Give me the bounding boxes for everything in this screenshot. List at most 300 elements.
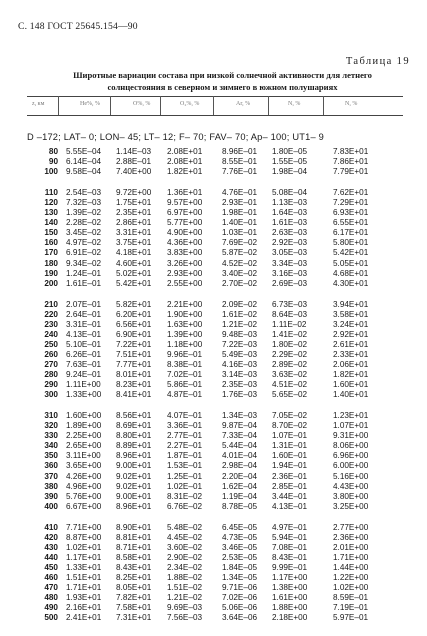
n2-cell: 7.86E+01 bbox=[333, 157, 369, 167]
n2-cell: 3.58E+01 bbox=[333, 309, 369, 319]
n-cell: 5.94E–01 bbox=[272, 532, 308, 542]
altitude-cell: 490 bbox=[44, 603, 58, 613]
n2-cell: 1.71E+00 bbox=[333, 552, 369, 562]
o-cell: 8.25E+01 bbox=[116, 572, 152, 582]
o-cell: 8.58E+01 bbox=[116, 552, 152, 562]
n-cell: 4.51E–02 bbox=[272, 380, 308, 390]
altitude-cell: 80 bbox=[48, 147, 58, 156]
ar-cell: 6.45E–05 bbox=[222, 522, 258, 532]
o2-cell: 1.90E+00 bbox=[167, 309, 203, 319]
o2-cell: 1.88E–02 bbox=[167, 572, 203, 582]
o-cell: 3.75E+01 bbox=[116, 238, 152, 248]
o2-cell: 3.26E+00 bbox=[167, 258, 203, 268]
ar-cell: 5.06E–06 bbox=[222, 603, 258, 613]
altitude-cell: 210 bbox=[44, 299, 58, 309]
column-header-n2: N, % bbox=[345, 101, 358, 107]
altitude-cell: 420 bbox=[44, 532, 58, 542]
altitude-cell: 450 bbox=[44, 562, 58, 572]
o2-cell: 4.36E+00 bbox=[167, 238, 203, 248]
altitude-cell: 120 bbox=[44, 198, 58, 208]
n-cell: 2.85E–01 bbox=[272, 481, 308, 491]
he-cell: 9.24E–01 bbox=[66, 370, 102, 379]
n-cell: 2.29E–02 bbox=[272, 349, 308, 359]
he-cell: 4.96E+00 bbox=[66, 481, 102, 491]
o2-cell: 7.02E–01 bbox=[167, 370, 203, 379]
page-header: С. 148 ГОСТ 25645.154—90 bbox=[18, 21, 138, 32]
altitude-cell: 360 bbox=[44, 461, 58, 471]
altitude-cell: 330 bbox=[44, 431, 58, 441]
n2-cell: 6.00E+00 bbox=[333, 461, 369, 471]
o2-cell: 1.18E+00 bbox=[167, 339, 203, 349]
o-cell: 6.56E+01 bbox=[116, 319, 152, 329]
o2-cell: 5.48E–02 bbox=[167, 522, 203, 532]
n2-cell: 2.06E+01 bbox=[333, 360, 369, 369]
altitude-cell: 170 bbox=[44, 248, 58, 258]
ar-cell: 7.76E–01 bbox=[222, 167, 258, 177]
n2-cell: 7.79E+01 bbox=[333, 167, 369, 177]
n2-cell: 5.16E+00 bbox=[333, 471, 369, 481]
n2-cell: 6.55E+01 bbox=[333, 218, 369, 228]
ar-cell: 1.19E–04 bbox=[222, 491, 258, 501]
ar-cell: 9.71E–06 bbox=[222, 583, 258, 592]
o-cell: 8.81E+01 bbox=[116, 532, 152, 542]
ar-cell: 4.16E–03 bbox=[222, 360, 258, 369]
ar-cell: 5.87E–02 bbox=[222, 248, 258, 258]
ar-cell: 5.44E–04 bbox=[222, 441, 258, 451]
he-cell: 5.10E–01 bbox=[66, 339, 102, 349]
n-cell: 1.41E–02 bbox=[272, 329, 308, 339]
ar-cell: 8.55E–01 bbox=[222, 157, 258, 167]
n-cell: 1.61E+00 bbox=[272, 593, 308, 602]
altitude-cell: 270 bbox=[44, 360, 58, 369]
n2-cell: 8.59E–01 bbox=[333, 593, 369, 602]
n-cell: 3.44E–01 bbox=[272, 491, 308, 501]
altitude-cell: 90 bbox=[48, 157, 58, 167]
n-cell: 3.63E–02 bbox=[272, 370, 308, 379]
o2-cell: 4.90E+00 bbox=[167, 228, 203, 238]
ar-cell: 2.09E–02 bbox=[222, 299, 258, 309]
o-cell: 5.02E+01 bbox=[116, 268, 152, 278]
o-cell: 8.80E+01 bbox=[116, 431, 152, 441]
ar-cell: 7.02E–06 bbox=[222, 593, 258, 602]
o-cell: 9.02E+01 bbox=[116, 481, 152, 491]
he-cell: 1.60E+00 bbox=[66, 411, 102, 421]
ar-cell: 1.61E–02 bbox=[222, 309, 258, 319]
o-cell: 6.20E+01 bbox=[116, 309, 152, 319]
o-cell: 7.22E+01 bbox=[116, 339, 152, 349]
column-header-o2: O₂%, % bbox=[180, 101, 200, 107]
o-cell: 2.88E–01 bbox=[116, 157, 152, 167]
ar-cell: 1.34E–03 bbox=[222, 411, 258, 421]
o2-cell: 5.77E+00 bbox=[167, 218, 203, 228]
he-cell: 4.13E–01 bbox=[66, 329, 102, 339]
he-cell: 9.58E–04 bbox=[66, 167, 102, 177]
altitude-cell: 340 bbox=[44, 441, 58, 451]
o2-cell: 2.55E+00 bbox=[167, 278, 203, 288]
he-cell: 2.16E+01 bbox=[66, 603, 102, 613]
o-cell: 7.82E+01 bbox=[116, 593, 152, 602]
o-cell: 2.35E+01 bbox=[116, 208, 152, 218]
ar-cell: 9.48E–03 bbox=[222, 329, 258, 339]
o-cell: 7.77E+01 bbox=[116, 360, 152, 369]
he-cell: 1.17E+01 bbox=[66, 552, 102, 562]
he-cell: 7.32E–03 bbox=[66, 198, 102, 208]
n2-cell: 7.83E+01 bbox=[333, 147, 369, 156]
altitude-cell: 300 bbox=[44, 390, 58, 400]
he-cell: 3.45E–02 bbox=[66, 228, 102, 238]
column-header-o: O%, % bbox=[133, 101, 151, 107]
altitude-cell: 410 bbox=[44, 522, 58, 532]
ar-cell: 7.22E–03 bbox=[222, 339, 258, 349]
altitude-cell: 400 bbox=[44, 501, 58, 511]
n-cell: 3.34E–03 bbox=[272, 258, 308, 268]
o2-cell: 1.53E–01 bbox=[167, 461, 203, 471]
o2-cell: 2.08E+01 bbox=[167, 147, 203, 156]
he-cell: 6.91E–02 bbox=[66, 248, 102, 258]
o2-cell: 2.90E–02 bbox=[167, 552, 203, 562]
altitude-cell: 370 bbox=[44, 471, 58, 481]
n2-cell: 1.44E+00 bbox=[333, 562, 369, 572]
he-cell: 1.33E+00 bbox=[66, 390, 102, 400]
n2-cell: 5.80E+01 bbox=[333, 238, 369, 248]
n2-cell: 1.40E+01 bbox=[333, 390, 369, 400]
o-cell: 6.90E+01 bbox=[116, 329, 152, 339]
n-cell: 1.07E–01 bbox=[272, 431, 308, 441]
altitude-cell: 350 bbox=[44, 451, 58, 461]
he-cell: 2.41E+01 bbox=[66, 613, 102, 623]
n-cell: 1.80E–02 bbox=[272, 339, 308, 349]
o2-cell: 4.45E–02 bbox=[167, 532, 203, 542]
n2-cell: 5.42E+01 bbox=[333, 248, 369, 258]
altitude-cell: 150 bbox=[44, 228, 58, 238]
caption-line: Широтные вариации состава при низкой солнечной активности для летнего bbox=[73, 70, 372, 80]
n-cell: 1.60E–01 bbox=[272, 451, 308, 461]
o-cell: 9.72E+00 bbox=[116, 188, 152, 198]
n2-cell: 7.62E+01 bbox=[333, 188, 369, 198]
column-divider bbox=[323, 96, 324, 115]
ar-cell: 3.64E–06 bbox=[222, 613, 258, 623]
n-cell: 1.61E–03 bbox=[272, 218, 308, 228]
o-cell: 8.71E+01 bbox=[116, 542, 152, 552]
altitude-cell: 180 bbox=[44, 258, 58, 268]
n-cell: 2.89E–02 bbox=[272, 360, 308, 369]
he-cell: 6.14E–04 bbox=[66, 157, 102, 167]
o2-cell: 3.83E+00 bbox=[167, 248, 203, 258]
n2-cell: 2.77E+00 bbox=[333, 522, 369, 532]
o-cell: 5.42E+01 bbox=[116, 278, 152, 288]
n2-cell: 8.06E+00 bbox=[333, 441, 369, 451]
n2-cell: 1.82E+01 bbox=[333, 370, 369, 379]
ar-cell: 2.20E–04 bbox=[222, 471, 258, 481]
caption-line: солнцестояния в северном и зимнего в южном полушариях bbox=[107, 81, 338, 92]
he-cell: 1.33E+01 bbox=[66, 562, 102, 572]
he-cell: 7.71E+00 bbox=[66, 522, 102, 532]
n2-cell: 6.93E+01 bbox=[333, 208, 369, 218]
altitude-cell: 440 bbox=[44, 552, 58, 562]
n-cell: 7.08E–01 bbox=[272, 542, 308, 552]
n-cell: 9.99E–01 bbox=[272, 562, 308, 572]
n-cell: 5.65E–02 bbox=[272, 390, 308, 400]
column-divider bbox=[268, 96, 269, 115]
o-cell: 3.31E+01 bbox=[116, 228, 152, 238]
table-header-rule bbox=[27, 115, 403, 116]
n2-cell: 2.92E+01 bbox=[333, 329, 369, 339]
he-cell: 6.26E–01 bbox=[66, 349, 102, 359]
o-cell: 5.82E+01 bbox=[116, 299, 152, 309]
parameters-line: D –172; LAT– 0; LON– 45; LT– 12; F– 70; FAV– 70; Ap– 100; UT1– 9 bbox=[27, 132, 325, 142]
o2-cell: 1.87E–01 bbox=[167, 451, 203, 461]
o-cell: 8.56E+01 bbox=[116, 411, 152, 421]
column-divider bbox=[58, 96, 59, 115]
n-cell: 1.94E–01 bbox=[272, 461, 308, 471]
o-cell: 9.00E+01 bbox=[116, 461, 152, 471]
ar-cell: 1.03E–01 bbox=[222, 228, 258, 238]
n2-cell: 5.97E–01 bbox=[333, 613, 369, 623]
ar-cell: 3.14E–03 bbox=[222, 370, 258, 379]
ar-cell: 7.69E–02 bbox=[222, 238, 258, 248]
n-cell: 3.16E–03 bbox=[272, 268, 308, 278]
n-cell: 5.08E–04 bbox=[272, 188, 308, 198]
altitude-cell: 310 bbox=[44, 411, 58, 421]
altitude-cell: 320 bbox=[44, 421, 58, 431]
he-cell: 2.28E–02 bbox=[66, 218, 102, 228]
o2-cell: 5.86E–01 bbox=[167, 380, 203, 390]
altitude-cell: 140 bbox=[44, 218, 58, 228]
n2-cell: 7.19E–01 bbox=[333, 603, 369, 613]
o2-cell: 4.07E–01 bbox=[167, 411, 203, 421]
column-header-z: z, км bbox=[32, 101, 45, 107]
n-cell: 2.92E–03 bbox=[272, 238, 308, 248]
column-header-n: N, % bbox=[288, 101, 301, 107]
he-cell: 2.25E+00 bbox=[66, 431, 102, 441]
ar-cell: 2.98E–04 bbox=[222, 461, 258, 471]
o2-cell: 1.25E–01 bbox=[167, 471, 203, 481]
n-cell: 3.05E–03 bbox=[272, 248, 308, 258]
he-cell: 2.64E–01 bbox=[66, 309, 102, 319]
o-cell: 9.02E+01 bbox=[116, 471, 152, 481]
altitude-cell: 220 bbox=[44, 309, 58, 319]
he-cell: 8.87E+00 bbox=[66, 532, 102, 542]
he-cell: 7.63E–01 bbox=[66, 360, 102, 369]
o-cell: 8.43E+01 bbox=[116, 562, 152, 572]
o-cell: 4.18E+01 bbox=[116, 248, 152, 258]
n2-cell: 2.01E+00 bbox=[333, 542, 369, 552]
altitude-cell: 130 bbox=[44, 208, 58, 218]
n-cell: 1.55E–05 bbox=[272, 157, 308, 167]
n2-cell: 3.80E+00 bbox=[333, 491, 369, 501]
o2-cell: 6.76E–02 bbox=[167, 501, 203, 511]
o-cell: 8.05E+01 bbox=[116, 583, 152, 592]
ar-cell: 2.93E–01 bbox=[222, 198, 258, 208]
n2-cell: 3.24E+01 bbox=[333, 319, 369, 329]
he-cell: 1.11E+00 bbox=[66, 380, 101, 390]
o2-cell: 2.93E+00 bbox=[167, 268, 203, 278]
ar-cell: 1.76E–03 bbox=[222, 390, 258, 400]
o2-cell: 1.21E–02 bbox=[167, 593, 203, 602]
n2-cell: 6.17E+01 bbox=[333, 228, 369, 238]
o-cell: 8.01E+01 bbox=[116, 370, 152, 379]
he-cell: 1.02E+01 bbox=[66, 542, 102, 552]
o2-cell: 2.77E–01 bbox=[167, 431, 203, 441]
ar-cell: 1.34E–05 bbox=[222, 572, 258, 582]
o-cell: 2.86E+01 bbox=[116, 218, 152, 228]
o-cell: 7.31E+01 bbox=[116, 613, 152, 623]
ar-cell: 9.87E–04 bbox=[222, 421, 258, 431]
n-cell: 2.18E+00 bbox=[272, 613, 308, 623]
n-cell: 4.97E–01 bbox=[272, 522, 308, 532]
ar-cell: 3.40E–02 bbox=[222, 268, 258, 278]
o-cell: 8.41E+01 bbox=[116, 390, 152, 400]
altitude-cell: 480 bbox=[44, 593, 58, 602]
o-cell: 8.96E+01 bbox=[116, 451, 152, 461]
o2-cell: 1.63E+00 bbox=[167, 319, 203, 329]
table-top-rule bbox=[27, 96, 403, 97]
n-cell: 1.80E–05 bbox=[272, 147, 308, 156]
altitude-cell: 110 bbox=[44, 188, 58, 198]
n-cell: 1.98E–04 bbox=[272, 167, 308, 177]
n-cell: 1.17E+00 bbox=[272, 572, 308, 582]
altitude-cell: 390 bbox=[44, 491, 58, 501]
o2-cell: 4.87E–01 bbox=[167, 390, 203, 400]
n-cell: 1.13E–03 bbox=[272, 198, 308, 208]
altitude-cell: 280 bbox=[44, 370, 58, 379]
he-cell: 4.26E+00 bbox=[66, 471, 102, 481]
ar-cell: 7.33E–04 bbox=[222, 431, 258, 441]
he-cell: 3.65E+00 bbox=[66, 461, 102, 471]
altitude-cell: 240 bbox=[44, 329, 58, 339]
he-cell: 5.76E+00 bbox=[66, 491, 102, 501]
n-cell: 8.64E–03 bbox=[272, 309, 308, 319]
he-cell: 3.31E–01 bbox=[66, 319, 102, 329]
o-cell: 7.51E+01 bbox=[116, 349, 152, 359]
n-cell: 1.11E–02 bbox=[272, 319, 307, 329]
column-header-he: He%, % bbox=[80, 101, 100, 107]
o2-cell: 8.38E–01 bbox=[167, 360, 203, 369]
he-cell: 1.24E–01 bbox=[66, 268, 102, 278]
n2-cell: 7.29E+01 bbox=[333, 198, 369, 208]
ar-cell: 1.21E–02 bbox=[222, 319, 258, 329]
o2-cell: 2.21E+00 bbox=[167, 299, 203, 309]
o-cell: 9.00E+01 bbox=[116, 491, 152, 501]
he-cell: 2.07E–01 bbox=[66, 299, 102, 309]
altitude-cell: 500 bbox=[44, 613, 58, 623]
he-cell: 1.93E+01 bbox=[66, 593, 102, 602]
o2-cell: 1.51E–02 bbox=[167, 583, 203, 592]
n2-cell: 5.05E+01 bbox=[333, 258, 369, 268]
ar-cell: 1.40E–01 bbox=[222, 218, 258, 228]
ar-cell: 1.98E–01 bbox=[222, 208, 258, 218]
o2-cell: 6.97E+00 bbox=[167, 208, 203, 218]
o2-cell: 3.60E–02 bbox=[167, 542, 203, 552]
ar-cell: 1.84E–05 bbox=[222, 562, 258, 572]
n-cell: 7.05E–02 bbox=[272, 411, 308, 421]
o2-cell: 9.96E–01 bbox=[167, 349, 203, 359]
altitude-cell: 100 bbox=[44, 167, 58, 177]
o-cell: 8.89E+01 bbox=[116, 441, 152, 451]
he-cell: 2.65E+00 bbox=[66, 441, 102, 451]
he-cell: 6.67E+00 bbox=[66, 501, 102, 511]
n2-cell: 3.25E+00 bbox=[333, 501, 369, 511]
column-divider bbox=[110, 96, 111, 115]
o-cell: 1.75E+01 bbox=[116, 198, 152, 208]
ar-cell: 1.62E–04 bbox=[222, 481, 258, 491]
o-cell: 8.96E+01 bbox=[116, 501, 152, 511]
n-cell: 2.63E–03 bbox=[272, 228, 308, 238]
column-divider bbox=[160, 96, 161, 115]
o2-cell: 9.57E+00 bbox=[167, 198, 203, 208]
ar-cell: 4.01E–04 bbox=[222, 451, 258, 461]
n-cell: 8.43E–01 bbox=[272, 552, 308, 562]
o2-cell: 9.69E–03 bbox=[167, 603, 203, 613]
n2-cell: 1.07E+01 bbox=[333, 421, 369, 431]
n2-cell: 1.23E+01 bbox=[333, 411, 369, 421]
n2-cell: 2.61E+01 bbox=[333, 339, 369, 349]
altitude-cell: 460 bbox=[44, 572, 58, 582]
altitude-cell: 430 bbox=[44, 542, 58, 552]
he-cell: 1.39E–02 bbox=[66, 208, 102, 218]
o-cell: 4.60E+01 bbox=[116, 258, 152, 268]
altitude-cell: 250 bbox=[44, 339, 58, 349]
o2-cell: 2.08E+01 bbox=[167, 157, 203, 167]
column-header-ar: Ar, % bbox=[236, 101, 251, 107]
he-cell: 1.51E+01 bbox=[66, 572, 102, 582]
n2-cell: 4.30E+01 bbox=[333, 278, 369, 288]
ar-cell: 8.96E–01 bbox=[222, 147, 258, 156]
n2-cell: 3.94E+01 bbox=[333, 299, 369, 309]
he-cell: 5.55E–04 bbox=[66, 147, 102, 156]
ar-cell: 4.76E–01 bbox=[222, 188, 258, 198]
n2-cell: 2.33E+01 bbox=[333, 349, 369, 359]
o2-cell: 8.31E–02 bbox=[167, 491, 203, 501]
table-caption bbox=[40, 70, 405, 93]
o-cell: 8.23E+01 bbox=[116, 380, 152, 390]
o2-cell: 1.02E–01 bbox=[167, 481, 203, 491]
he-cell: 1.71E+01 bbox=[66, 583, 102, 592]
n-cell: 1.88E+00 bbox=[272, 603, 308, 613]
altitude-cell: 230 bbox=[44, 319, 58, 329]
ar-cell: 2.53E–05 bbox=[222, 552, 258, 562]
altitude-cell: 470 bbox=[44, 583, 58, 592]
n-cell: 1.38E+00 bbox=[272, 583, 308, 592]
he-cell: 3.11E+00 bbox=[66, 451, 101, 461]
he-cell: 4.97E–02 bbox=[66, 238, 102, 248]
column-divider bbox=[213, 96, 214, 115]
ar-cell: 2.35E–03 bbox=[222, 380, 258, 390]
o-cell: 8.90E+01 bbox=[116, 522, 152, 532]
n-cell: 2.69E–03 bbox=[272, 278, 308, 288]
he-cell: 9.34E–02 bbox=[66, 258, 102, 268]
ar-cell: 3.46E–05 bbox=[222, 542, 258, 552]
ar-cell: 4.52E–02 bbox=[222, 258, 258, 268]
n-cell: 1.31E–01 bbox=[272, 441, 308, 451]
ar-cell: 2.70E–02 bbox=[222, 278, 258, 288]
n-cell: 6.73E–03 bbox=[272, 299, 308, 309]
he-cell: 2.54E–03 bbox=[66, 188, 102, 198]
n2-cell: 1.60E+01 bbox=[333, 380, 369, 390]
n-cell: 4.13E–01 bbox=[272, 501, 308, 511]
n-cell: 2.36E–01 bbox=[272, 471, 308, 481]
o2-cell: 2.34E–02 bbox=[167, 562, 203, 572]
n2-cell: 1.02E+00 bbox=[333, 583, 369, 592]
o-cell: 7.58E+01 bbox=[116, 603, 152, 613]
altitude-cell: 380 bbox=[44, 481, 58, 491]
he-cell: 1.61E–01 bbox=[66, 278, 102, 288]
altitude-cell: 260 bbox=[44, 349, 58, 359]
table-number: Таблица 19 bbox=[345, 56, 410, 67]
n2-cell: 4.68E+01 bbox=[333, 268, 369, 278]
o-cell: 8.69E+01 bbox=[116, 421, 152, 431]
o-cell: 1.14E–03 bbox=[116, 147, 152, 156]
